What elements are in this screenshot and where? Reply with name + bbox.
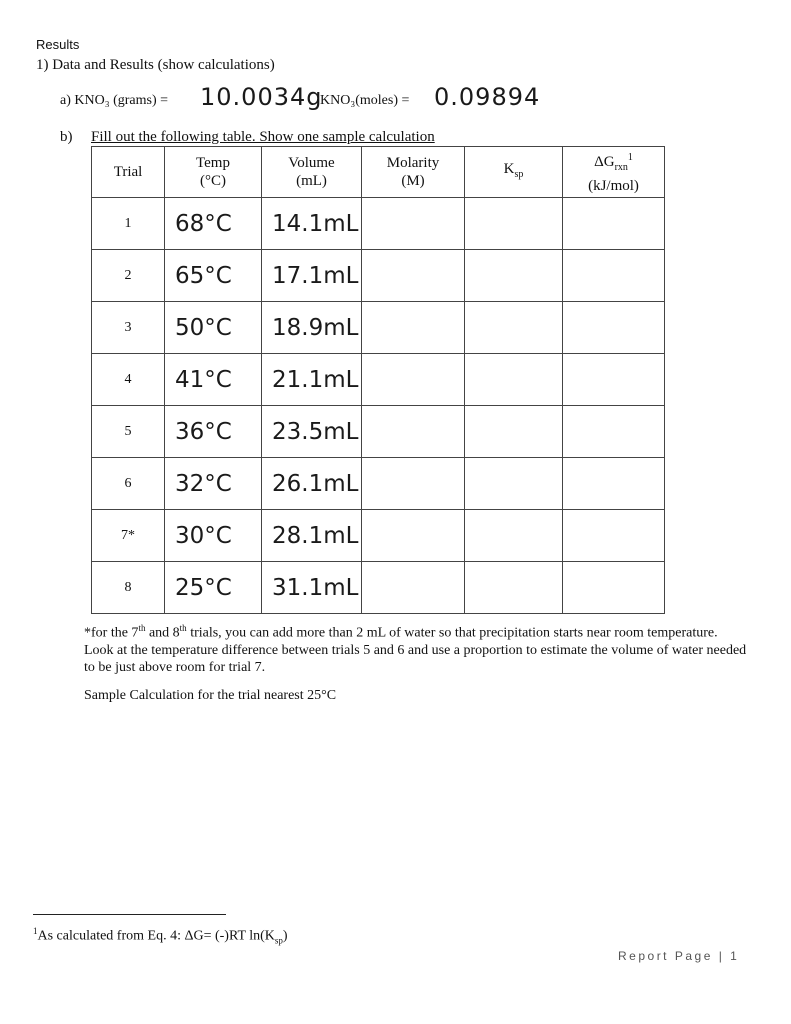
- sample-calculation-label: Sample Calculation for the trial nearest 25°C: [84, 688, 337, 703]
- volume-cell: 26.1mL: [262, 458, 362, 510]
- ksp-cell: [465, 354, 563, 406]
- temp-cell: 68°C: [165, 198, 262, 250]
- ksp-cell: [465, 562, 563, 614]
- table-row: [92, 562, 665, 614]
- trial-cell: 5: [92, 406, 165, 458]
- molarity-cell: [362, 198, 465, 250]
- footnote: $^1$As calculated from Eq. 4: ΔG= (-)RT $\ln(K_{sp})$: [33, 926, 288, 946]
- moles-value: 0.09894: [434, 83, 541, 111]
- temp-cell: 36°C: [165, 406, 262, 458]
- volume-cell: 17.1mL: [262, 250, 362, 302]
- page-number: Report Page | 1: [618, 949, 740, 963]
- trial-cell: 7*: [92, 510, 165, 562]
- part1-heading: 1) Data and Results (show calculations): [36, 57, 275, 73]
- temp-cell: 50°C: [165, 302, 262, 354]
- moles-label: KNO₃(moles) =: [320, 93, 410, 108]
- ksp-cell: [465, 250, 563, 302]
- footnote-divider: [33, 914, 226, 915]
- ksp-cell: [465, 198, 563, 250]
- table-row: [92, 198, 665, 250]
- molarity-cell: [362, 354, 465, 406]
- volume-cell: 21.1mL: [262, 354, 362, 406]
- molarity-cell: [362, 510, 465, 562]
- header-trial: Trial: [92, 147, 165, 198]
- ksp-cell: [465, 302, 563, 354]
- table-row: [92, 458, 665, 510]
- delta-g-cell: [563, 510, 665, 562]
- volume-cell: 18.9mL: [262, 302, 362, 354]
- table-row: [92, 354, 665, 406]
- header-molarity: Molarity (M): [362, 147, 465, 198]
- temp-cell: 30°C: [165, 510, 262, 562]
- grams-value: 10.0034g: [200, 83, 323, 111]
- molarity-cell: [362, 458, 465, 510]
- header-temp: Temp (°C): [165, 147, 262, 198]
- ksp-cell: [465, 458, 563, 510]
- part-a-label: a) KNO₃ (grams) =: [60, 93, 169, 108]
- molarity-cell: [362, 562, 465, 614]
- delta-g-cell: [563, 562, 665, 614]
- table-row: [92, 302, 665, 354]
- volume-cell: 28.1mL: [262, 510, 362, 562]
- trial-cell: 8: [92, 562, 165, 614]
- molarity-cell: [362, 406, 465, 458]
- delta-g-cell: [563, 406, 665, 458]
- trial-cell: 4: [92, 354, 165, 406]
- temp-cell: 41°C: [165, 354, 262, 406]
- delta-g-cell: [563, 354, 665, 406]
- header-volume: Volume (mL): [262, 147, 362, 198]
- delta-g-cell: [563, 250, 665, 302]
- trial-note: *for the 7th and 8th trials, you can add more than 2 mL of water so that precipitation starts near room temperature. Look at the temperature difference between trials 5 and 6 and use a proportion to estimate the volume of water needed to be just above room for trial 7.: [84, 623, 747, 675]
- delta-g-cell: [563, 458, 665, 510]
- table-header-row: [92, 147, 665, 198]
- table-row: [92, 510, 665, 562]
- volume-cell: 23.5mL: [262, 406, 362, 458]
- trial-cell: 3: [92, 302, 165, 354]
- ksp-cell: [465, 406, 563, 458]
- table-instruction: Fill out the following table. Show one sample calculation: [91, 129, 435, 145]
- delta-g-cell: [563, 302, 665, 354]
- delta-g-cell: [563, 198, 665, 250]
- temp-cell: 32°C: [165, 458, 262, 510]
- temp-cell: 25°C: [165, 562, 262, 614]
- ksp-cell: [465, 510, 563, 562]
- table-row: [92, 250, 665, 302]
- volume-cell: 31.1mL: [262, 562, 362, 614]
- part-b-label: b): [60, 129, 73, 145]
- trial-cell: 1: [92, 198, 165, 250]
- temp-cell: 65°C: [165, 250, 262, 302]
- results-heading: Results: [36, 37, 80, 52]
- results-table: [91, 146, 665, 614]
- molarity-cell: [362, 250, 465, 302]
- molarity-cell: [362, 302, 465, 354]
- trial-cell: 2: [92, 250, 165, 302]
- header-delta-g: $\Delta G_{rxn}^1$ (kJ/mol): [563, 147, 665, 198]
- trial-cell: 6: [92, 458, 165, 510]
- header-ksp: $K_{sp}$: [465, 147, 563, 198]
- table-row: [92, 406, 665, 458]
- volume-cell: 14.1mL: [262, 198, 362, 250]
